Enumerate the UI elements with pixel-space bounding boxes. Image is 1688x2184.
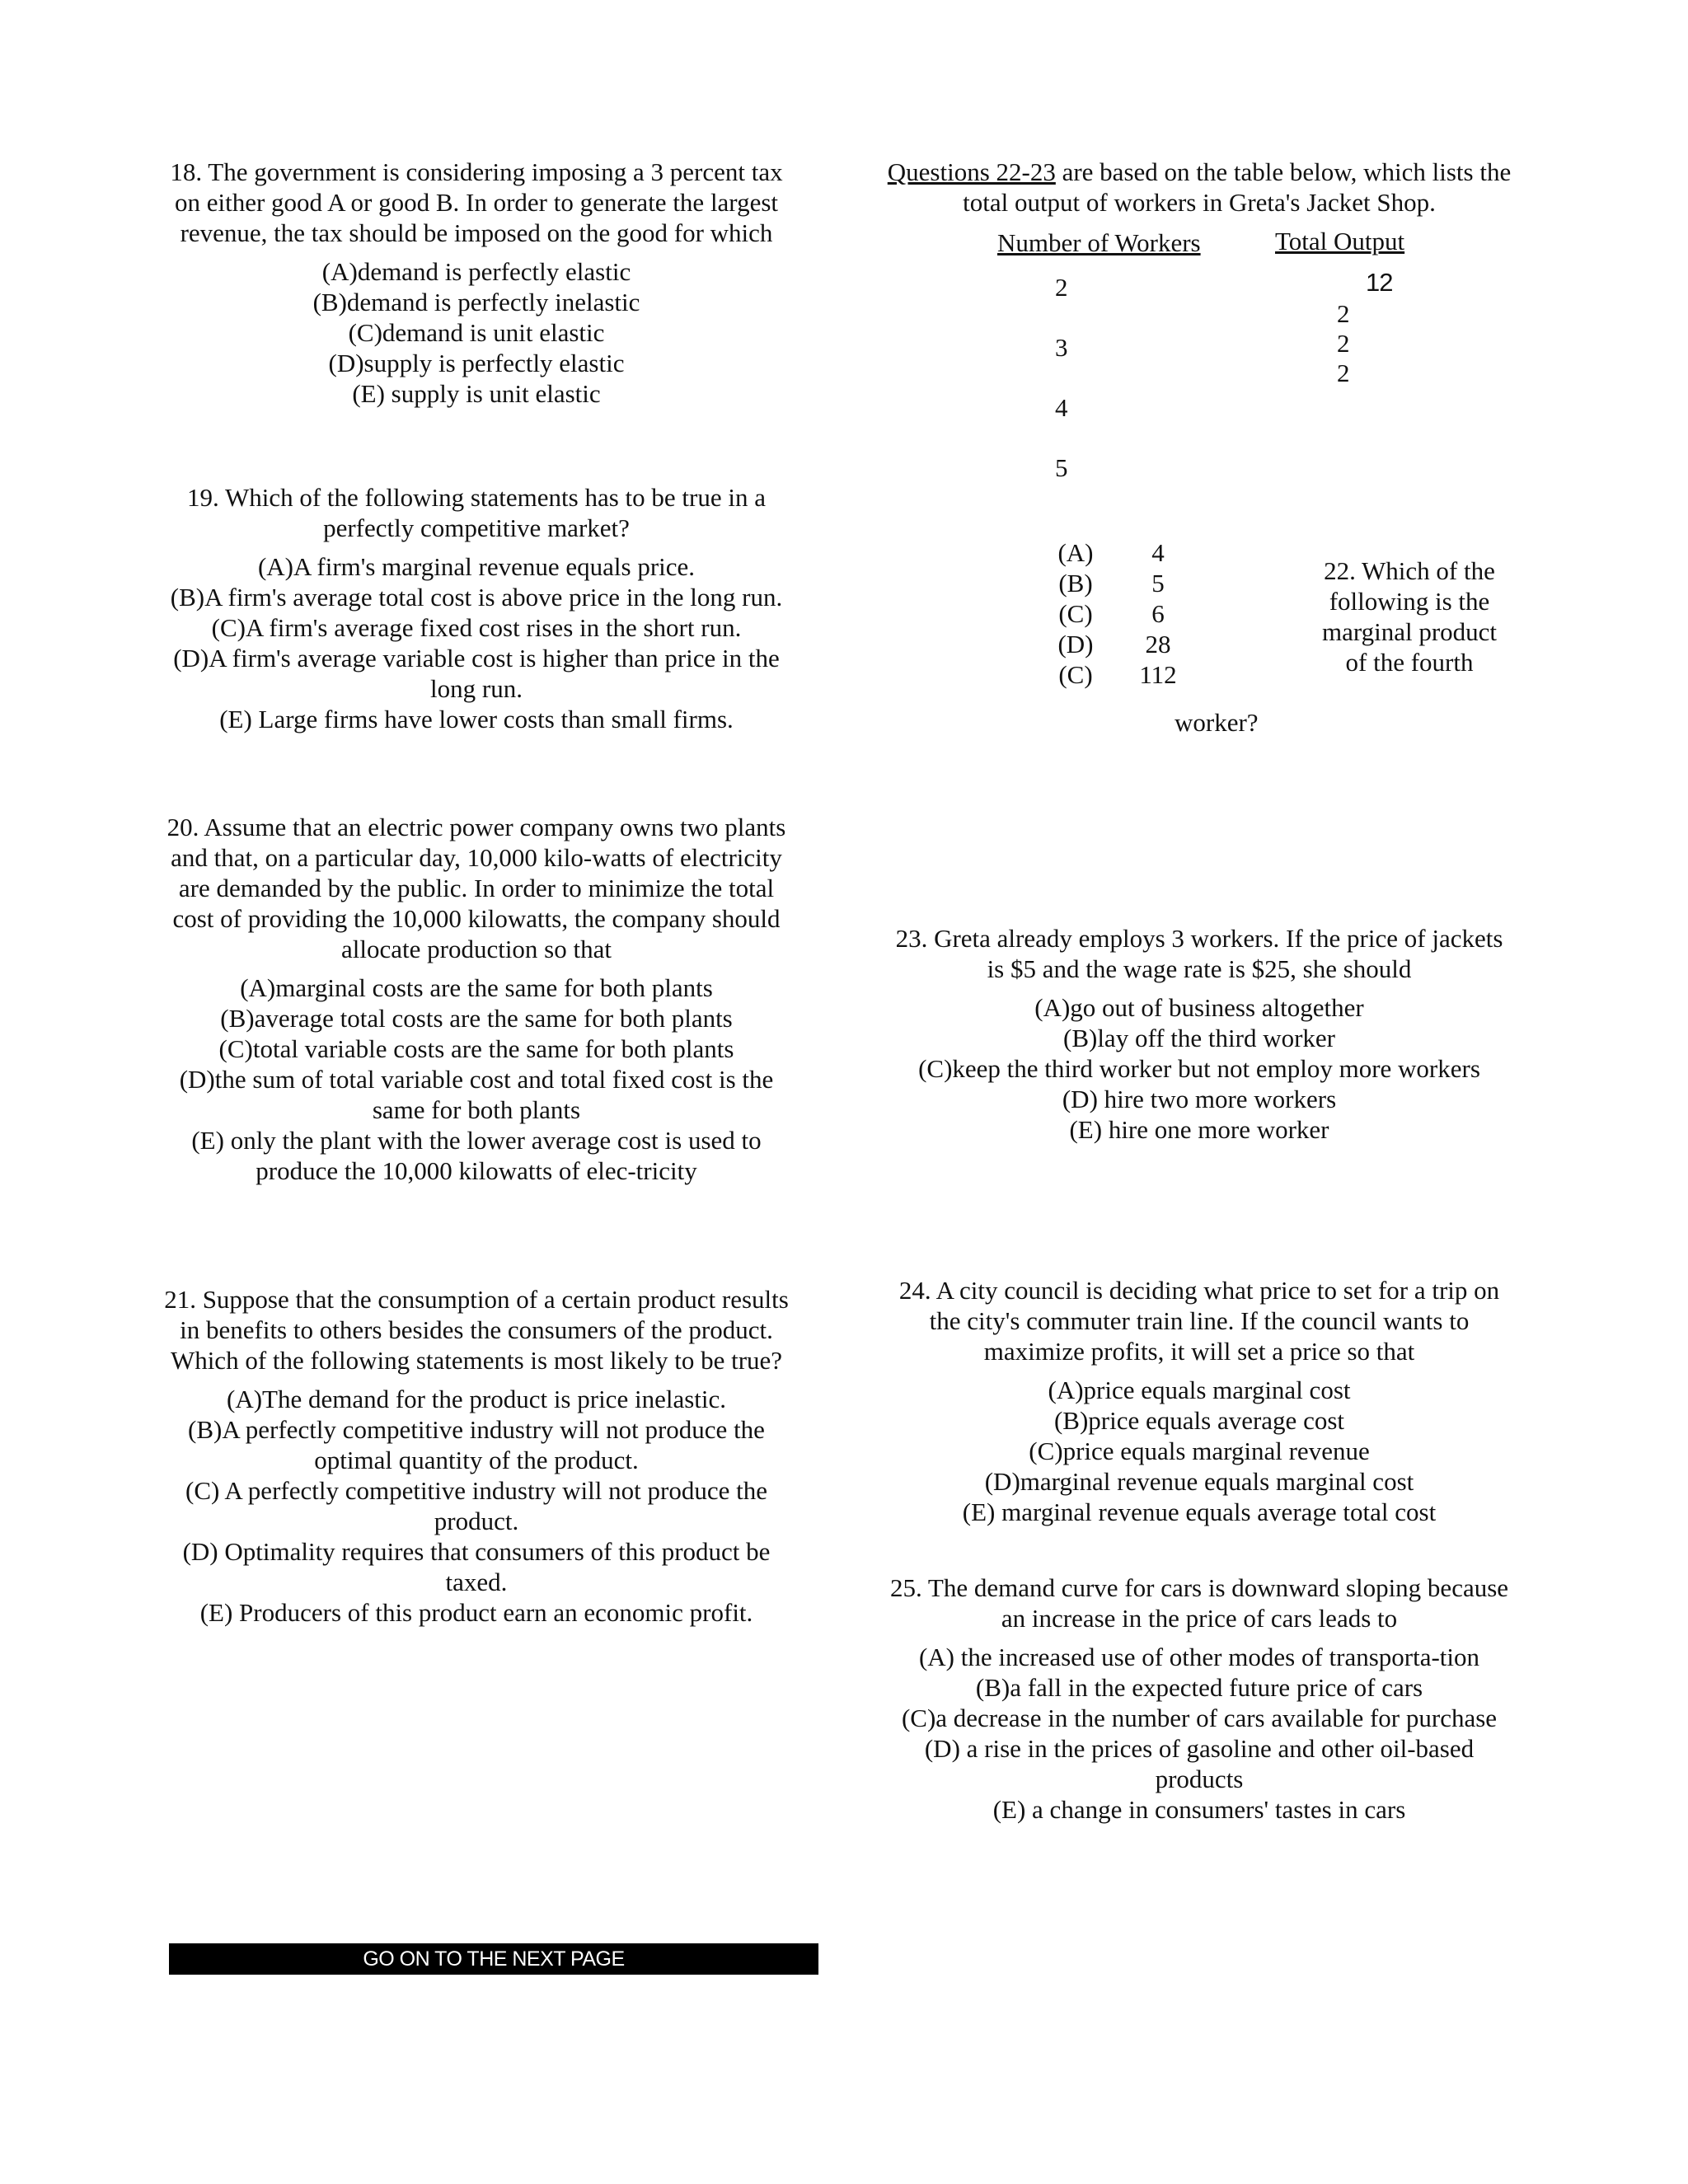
option-b: (B)A firm's average total cost is above price in the long run. (170, 583, 783, 612)
option-b: (B)demand is perfectly inelastic (312, 288, 640, 316)
question-20-options (163, 972, 790, 1186)
option-b: (B) (1058, 569, 1093, 598)
option-e: (E) Large firms have lower costs than small firms. (219, 705, 734, 733)
option-c: (C)total variable costs are the same for both plants (218, 1034, 734, 1063)
table-cell: 12 (1366, 268, 1393, 297)
question-18-options (163, 256, 790, 409)
option-b: (B)A perfectly competitive industry will not produce the optimal quantity of the product. (188, 1415, 765, 1474)
question-23-stem: 23. Greta already employs 3 workers. If the price of jackets is $5 and the wage rate is $25, she should (895, 924, 1503, 983)
table-intro-text: are based on the table below, which lists the total output of workers in Greta's Jacket Shop. (963, 157, 1512, 217)
option-c: (C)keep the third worker but not employ more workers (918, 1054, 1480, 1083)
next-page-banner: GO ON TO THE NEXT PAGE (169, 1943, 818, 1975)
question-19-stem: 19. Which of the following statements has to be true in a perfectly competitive market? (187, 483, 766, 542)
question-24-stem: 24. A city council is deciding what price to set for a trip on the city's commuter train line. If the council wants to maximize profits, it will set a price so that (898, 1276, 1500, 1366)
option-c: (C)a decrease in the number of cars available for purchase (901, 1704, 1498, 1732)
question-22-values (1129, 537, 1187, 690)
option-e: (E) a change in consumers' tastes in cars (992, 1795, 1406, 1824)
option-a: (A)price equals marginal cost (1048, 1376, 1351, 1404)
option-e: (E) hire one more worker (1069, 1115, 1329, 1144)
questions-reference: Questions 22-23 (887, 157, 1056, 186)
option-value: 28 (1145, 630, 1171, 658)
option-b: (B)price equals average cost (1053, 1406, 1345, 1435)
option-e: (E) supply is unit elastic (352, 379, 601, 408)
question-19-options (163, 551, 790, 734)
option-a: (A)marginal costs are the same for both plants (240, 973, 713, 1002)
question-25-stem: 25. The demand curve for cars is downward sloping because an increase in the price of cars leads to (889, 1573, 1509, 1633)
option-a: (A) (1057, 538, 1094, 567)
option-value: 112 (1139, 660, 1177, 689)
option-a: (A)A firm's marginal revenue equals price. (257, 552, 696, 581)
option-e: (E) marginal revenue equals average total cost (962, 1497, 1437, 1526)
option-c: (C)price equals marginal revenue (1029, 1436, 1370, 1465)
option-d: (D) Optimality requires that consumers of this product be taxed. (182, 1537, 771, 1596)
question-18 (163, 157, 790, 409)
table-intro (886, 157, 1512, 218)
option-d: (D)marginal revenue equals marginal cost (984, 1467, 1414, 1496)
question-22-stem: 22. Which of the following is the marginal product of the fourth (1321, 556, 1498, 677)
option-a: (A)demand is perfectly elastic (321, 257, 631, 286)
option-value: 6 (1151, 599, 1165, 628)
question-20 (163, 812, 790, 1186)
question-21-stem: 21. Suppose that the consumption of a certain product results in benefits to others besides the consumers of the product. Which of the following statements is most likely to be true? (164, 1285, 789, 1375)
option-a: (A)The demand for the product is price inelastic. (227, 1385, 726, 1413)
table-cell: 3 (1055, 333, 1068, 362)
question-21 (163, 1284, 790, 1628)
table-cell: 2 (1055, 273, 1068, 302)
table-header-output: Total Output (1275, 227, 1405, 255)
option-b: (B)lay off the third worker (1063, 1024, 1335, 1052)
option-c: (C)demand is unit elastic (348, 318, 605, 347)
option-e: (E) Producers of this product earn an economic profit. (199, 1598, 753, 1627)
table-cell: 2 (1337, 359, 1350, 387)
option-d: (D) hire two more workers (1062, 1085, 1337, 1113)
option-c: (C) (1058, 599, 1093, 628)
option-value: 5 (1151, 569, 1165, 598)
question-24-options (886, 1375, 1512, 1527)
question-25 (886, 1572, 1512, 1825)
option-d: (D)A firm's average variable cost is higher than price in the long run. (173, 644, 780, 703)
option-b: (B)average total costs are the same for both plants (220, 1004, 733, 1033)
option-a: (A)go out of business altogether (1034, 993, 1364, 1022)
option-c: (C) A perfectly competitive industry will not produce the product. (185, 1476, 767, 1535)
question-20-stem: 20. Assume that an electric power company owns two plants and that, on a particular day, 10,000 kilo-watts of electricity are demanded by the public. In order to minimize the total cost of providing the 10,000 kilowatts, the company should allocate production so that (166, 813, 786, 963)
option-d: (D)supply is perfectly elastic (328, 349, 625, 377)
question-18-stem: 18. The government is considering imposing a 3 percent tax on either good A or good B. In order to generate the largest revenue, the tax should be imposed on the good for which (170, 157, 783, 247)
table-header-workers: Number of Workers (997, 228, 1201, 257)
option-d: (D)the sum of total variable cost and total fixed cost is the same for both plants (179, 1065, 774, 1124)
question-22-stem-tail: worker? (1175, 708, 1259, 737)
option-b: (B)a fall in the expected future price of cars (975, 1673, 1423, 1702)
question-19 (163, 482, 790, 734)
table-cell: 2 (1337, 329, 1350, 358)
option-e: (E) only the plant with the lower average cost is used to produce the 10,000 kilowatts of elec-tricity (191, 1126, 762, 1185)
option-a: (A) the increased use of other modes of transporta-tion (918, 1643, 1480, 1671)
question-24 (886, 1275, 1512, 1527)
question-23-options (886, 992, 1512, 1145)
option-value: 4 (1151, 538, 1165, 567)
option-d: (D) (1057, 630, 1094, 658)
table-cell: 5 (1055, 453, 1068, 482)
table-cell: 4 (1055, 393, 1068, 422)
question-22-letters (1043, 537, 1109, 690)
table-cell: 2 (1337, 299, 1350, 328)
question-23 (886, 923, 1512, 1145)
option-d: (D) a rise in the prices of gasoline and other oil-based products (924, 1734, 1475, 1793)
question-21-options (163, 1384, 790, 1628)
question-25-options (886, 1642, 1512, 1825)
option-e: (C) (1058, 660, 1093, 689)
option-c: (C)A firm's average fixed cost rises in the short run. (211, 613, 742, 642)
